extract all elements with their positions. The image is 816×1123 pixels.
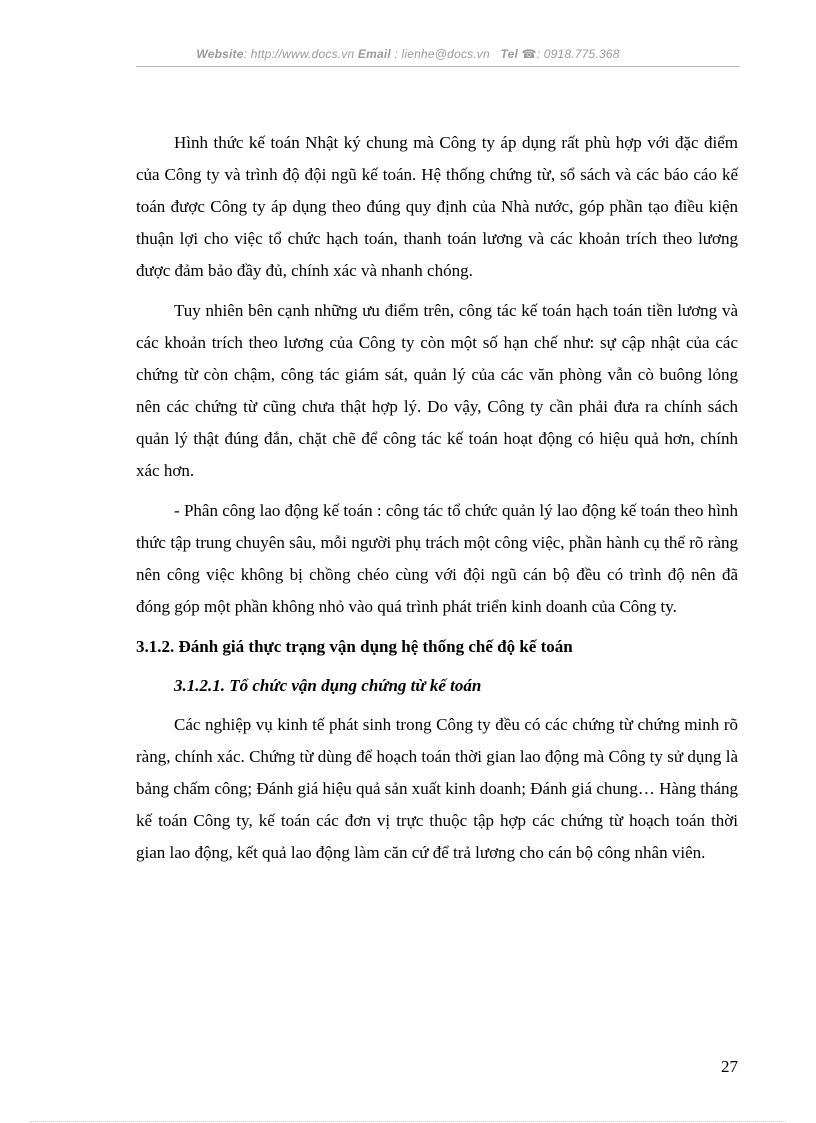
footer-divider [30,1121,786,1122]
website-label: Website [196,47,244,61]
paragraph-4: Các nghiệp vụ kinh tế phát sinh trong Công ty đều có các chứng từ chứng minh rõ ràng, chính xác. Chứng từ dùng để hoạch toán thời gian lao động mà Công ty sử dụng là bảng chấm công; Đánh giá hiệu quả sản xuất kinh doanh; Đánh giá chung… Hàng tháng kế toán Công ty, kế toán các đơn vị trực thuộc tập hợp các chứng từ hoạch toán thời gian lao động, kết quả lao động làm căn cứ để trả lương cho cán bộ công nhân viên. [136,715,738,862]
tel-label: Tel [500,47,518,61]
header-divider [136,66,740,67]
paragraph-2: Tuy nhiên bên cạnh những ưu điểm trên, công tác kế toán hạch toán tiền lương và các khoản trích theo lương của Công ty còn một số hạn chế như: sự cập nhật của các chứng từ còn chậm, công tác giám sát, quản lý của các văn phòng vẫn cò buông lỏng nên các chứng từ cũng chưa thật hợp lý. Do vậy, Công ty cần phải đưa ra chính sách quản lý thật đúng đắn, chặt chẽ để công tác kế toán hoạt động có hiệu quả hơn, chính xác hơn. [136,301,738,480]
website-value: : http://www.docs.vn [243,47,355,61]
phone-icon: ☎ [521,47,537,61]
page-header [0,47,816,61]
email-label: Email [357,47,391,61]
paragraph-1: Hình thức kế toán Nhật ký chung mà Công ty áp dụng rất phù hợp với đặc điểm của Công ty và trình độ đội ngũ kế toán. Hệ thống chứng từ, sổ sách và các báo cáo kế toán được Công ty áp dụng theo đúng quy định của Nhà nước, góp phần tạo điều kiện thuận lợi cho việc tổ chức hạch toán, thanh toán lương và các khoản trích theo lương được đảm bảo đầy đủ, chính xác và nhanh chóng. [136,133,738,280]
section-heading: 3.1.2. Đánh giá thực trạng vận dụng hệ thống chế độ kế toán [136,637,573,656]
email-value: : lienhe@docs.vn [390,47,490,61]
page-number: 27 [721,1057,738,1076]
paragraph-3: - Phân công lao động kế toán : công tác tổ chức quản lý lao động kế toán theo hình thức tập trung chuyên sâu, mỗi người phụ trách một công việc, phần hành cụ thể rõ ràng nên công việc không bị chồng chéo cùng với đội ngũ cán bộ đều có trình độ nên đã đóng góp một phần không nhỏ vào quá trình phát triển kinh doanh của Công ty. [136,501,738,616]
page-content [136,127,738,877]
subsection-heading: 3.1.2.1. Tổ chức vận dụng chứng từ kế toán [174,676,482,695]
tel-value: : 0918.775.368 [536,47,620,61]
